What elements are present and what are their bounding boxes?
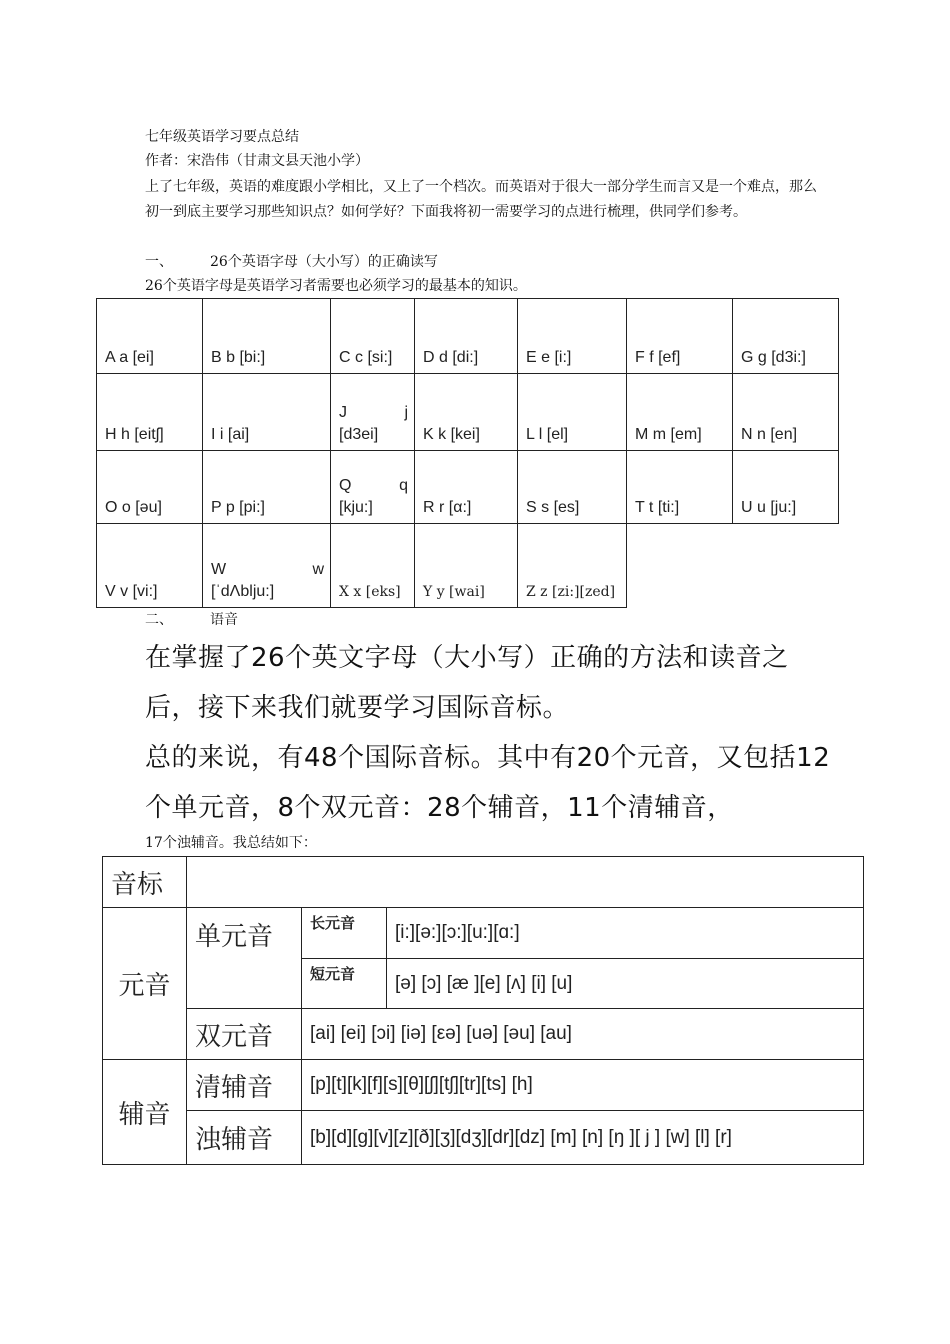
letter-cell: N n [en]	[733, 374, 839, 451]
consonant-label: 辅音	[103, 1060, 187, 1165]
letter-cell: M m [em]	[627, 374, 733, 451]
letter-cell: T t [ti:]	[627, 451, 733, 524]
empty-cell	[627, 524, 733, 608]
letter-cell: X x [eks]	[331, 524, 415, 608]
letter-cell-w: W w [ˈdΛblju:]	[203, 524, 331, 608]
letter-cell: P p [pi:]	[203, 451, 331, 524]
phonetics-header-blank	[187, 857, 864, 908]
letter-cell: H h [eitʃ]	[97, 374, 203, 451]
letter-cell: L l [el]	[518, 374, 627, 451]
author-line: 作者：宋浩伟（甘肃文县天池小学）	[145, 153, 369, 169]
short-vowel-ipa: [ə] [ɔ] [æ ][e] [ʌ] [i] [u]	[387, 959, 864, 1009]
section-2-number: 二、	[145, 612, 173, 628]
letter-cell-j: J j [d3ei]	[331, 374, 415, 451]
doc-title: 七年级英语学习要点总结	[145, 129, 299, 145]
alphabet-row	[97, 524, 839, 608]
intro-paragraph: 上了七年级，英语的难度跟小学相比，又上了一个档次。而英语对于很大一部分学生而言又是一个难点，那么初一到底主要学习那些知识点？如何学好？下面我将初一需要学习的点进行梳理，供同学们参考。	[145, 179, 817, 220]
section-1-number: 一、	[145, 254, 173, 270]
letter-cell: C c [si:]	[331, 299, 415, 374]
alphabet-row	[97, 299, 839, 374]
letter-cell: O o [əu]	[97, 451, 203, 524]
section-2-body-1: 在掌握了26个英文字母（大小写）正确的方法和读音之后，接下来我们就要学习国际音标。	[145, 643, 789, 723]
letter-cell: S s [es]	[518, 451, 627, 524]
alphabet-row	[97, 374, 839, 451]
letter-cell: I i [ai]	[203, 374, 331, 451]
voiceless-ipa: [p][t][k][f][s][θ][ʃ][tʃ][tr][ts] [h]	[302, 1060, 864, 1111]
phonetics-header-label: 音标	[103, 857, 187, 908]
section-1-heading	[145, 253, 438, 271]
monophthong-label: 单元音	[187, 908, 302, 1009]
letter-cell: F f [ef]	[627, 299, 733, 374]
letter-cell-q: Q q [kju:]	[331, 451, 415, 524]
letter-cell: G g [d3i:]	[733, 299, 839, 374]
letter-cell: E e [i:]	[518, 299, 627, 374]
voiced-ipa: [b][d][g][v][z][ð][ʒ][dʒ][dr][dz] [m] [n] [ŋ ][ j ] [w] [l] [r]	[302, 1111, 864, 1165]
letter-cell: Y y [wai]	[415, 524, 518, 608]
section-2-tail: 17个浊辅音。我总结如下：	[145, 835, 317, 851]
letter-cell: A a [ei]	[97, 299, 203, 374]
empty-cell	[733, 524, 839, 608]
phonetics-table	[102, 856, 864, 1165]
section-2-title: 语音	[210, 612, 238, 628]
voiceless-label: 清辅音	[187, 1060, 302, 1111]
diphthong-ipa: [ai] [ei] [ɔi] [iə] [εə] [uə] [əu] [au]	[302, 1009, 864, 1060]
alphabet-table	[96, 298, 839, 608]
vowel-label: 元音	[103, 908, 187, 1060]
diphthong-label: 双元音	[187, 1009, 302, 1060]
long-vowel-label: 长元音	[302, 908, 387, 959]
alphabet-row	[97, 451, 839, 524]
section-2-body-2: 总的来说，有48个国际音标。其中有20个元音，又包括12个单元音，8个双元音：28个辅音，11个清辅音，	[145, 743, 831, 823]
letter-cell: B b [bi:]	[203, 299, 331, 374]
long-vowel-ipa: [i:][ə:][ɔ:][u:][ɑ:]	[387, 908, 864, 959]
letter-cell: U u [ju:]	[733, 451, 839, 524]
short-vowel-label: 短元音	[302, 959, 387, 1009]
section-1-desc: 26个英语字母是英语学习者需要也必须学习的最基本的知识。	[145, 278, 527, 294]
letter-cell: R r [α:]	[415, 451, 518, 524]
letter-cell: D d [di:]	[415, 299, 518, 374]
letter-cell: K k [kei]	[415, 374, 518, 451]
section-1-title: 26个英语字母（大小写）的正确读写	[210, 254, 438, 270]
letter-cell: Z z [zi:][zed]	[518, 524, 627, 608]
letter-cell: V v [vi:]	[97, 524, 203, 608]
voiced-label: 浊辅音	[187, 1111, 302, 1165]
section-2-heading	[145, 611, 238, 629]
